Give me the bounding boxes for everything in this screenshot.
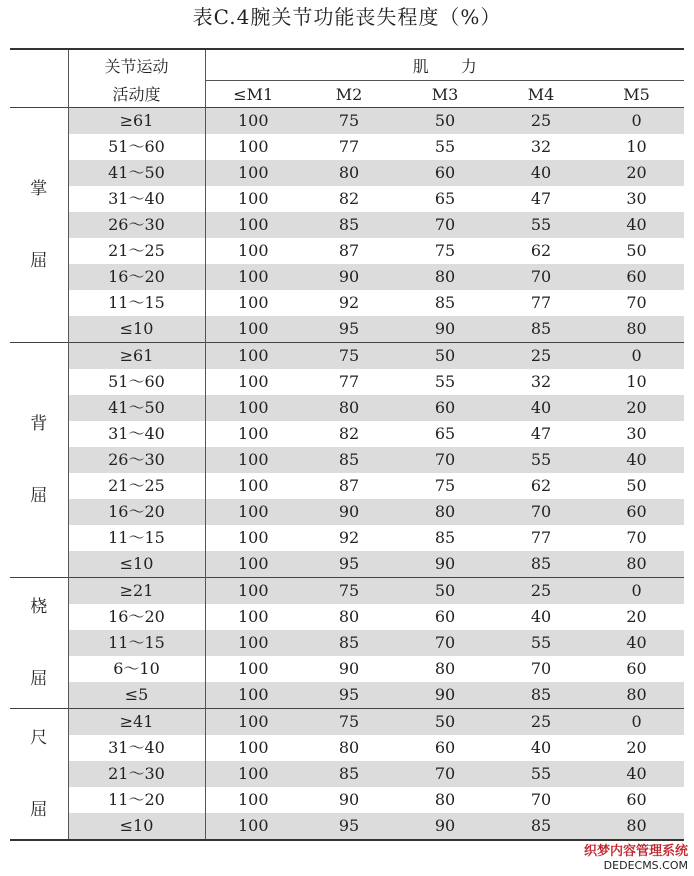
value-cell: 60: [626, 790, 647, 809]
value-cell: 100: [205, 761, 301, 787]
value-cell: 0: [589, 343, 684, 370]
value-cell: 90: [397, 316, 493, 343]
value-cell: 75: [301, 343, 397, 370]
value-cell: 77: [530, 293, 552, 312]
value-cell: 62: [530, 476, 552, 495]
value-cell: 100: [237, 790, 269, 809]
value-cell: 85: [301, 447, 397, 473]
value-cell: 85: [493, 813, 589, 840]
watermark: [584, 840, 688, 872]
table-row: [10, 604, 684, 630]
value-cell: 65: [434, 189, 456, 208]
value-cell: 62: [530, 241, 552, 260]
range-cell: ≤5: [68, 682, 205, 709]
table-row: [10, 186, 684, 212]
range-cell: 21～30: [68, 761, 205, 787]
value-cell: 60: [434, 738, 456, 757]
value-cell: 10: [626, 372, 647, 391]
value-cell: 100: [237, 659, 269, 678]
value-cell: 85: [301, 761, 397, 787]
table-row: [10, 656, 684, 682]
value-cell: 32: [530, 372, 552, 391]
value-cell: 92: [338, 528, 360, 547]
range-cell: 31～40: [68, 421, 205, 447]
value-cell: 47: [530, 189, 552, 208]
table-row: [10, 682, 684, 709]
table-row: [10, 264, 684, 290]
value-cell: 80: [589, 682, 684, 709]
table-row: [10, 316, 684, 343]
range-cell: 41～50: [68, 395, 205, 421]
value-cell: 80: [434, 659, 456, 678]
group-label-top: 桡: [30, 597, 48, 617]
value-cell: 100: [237, 738, 269, 757]
value-cell: 90: [397, 682, 493, 709]
value-cell: 40: [493, 395, 589, 421]
value-cell: 70: [397, 212, 493, 238]
value-cell: 30: [626, 424, 647, 443]
value-cell: 100: [205, 447, 301, 473]
range-cell: 11～20: [68, 787, 205, 813]
value-cell: 100: [237, 137, 269, 156]
table-row: [10, 369, 684, 395]
table-row: [10, 160, 684, 186]
value-cell: 40: [530, 738, 552, 757]
value-cell: 75: [434, 241, 456, 260]
value-cell: 90: [397, 551, 493, 578]
value-cell: 100: [205, 343, 301, 370]
range-cell: 41～50: [68, 160, 205, 186]
value-cell: 50: [626, 241, 647, 260]
muscle-strength-header: 肌 力: [412, 56, 477, 76]
value-cell: 77: [338, 137, 360, 156]
value-cell: 87: [338, 476, 360, 495]
value-cell: 55: [434, 372, 456, 391]
value-cell: 70: [530, 790, 552, 809]
value-cell: 20: [626, 607, 647, 626]
table-row: [10, 421, 684, 447]
group-label-bottom: 屈: [30, 251, 48, 271]
range-cell: 26～30: [68, 212, 205, 238]
value-cell: 0: [589, 578, 684, 605]
table-row: [10, 735, 684, 761]
value-cell: 95: [301, 316, 397, 343]
value-cell: 95: [301, 551, 397, 578]
value-cell: 85: [493, 316, 589, 343]
group-label-top: 尺: [30, 728, 48, 748]
wrist-function-loss-table: [10, 48, 684, 841]
value-cell: 60: [626, 659, 647, 678]
value-cell: 100: [205, 813, 301, 840]
value-cell: 55: [434, 137, 456, 156]
level-header: M5: [589, 81, 684, 108]
value-cell: 55: [493, 447, 589, 473]
range-cell: 16～20: [68, 499, 205, 525]
value-cell: 100: [237, 372, 269, 391]
value-cell: 100: [205, 551, 301, 578]
value-cell: 0: [589, 709, 684, 736]
value-cell: 80: [338, 738, 360, 757]
value-cell: 90: [397, 813, 493, 840]
value-cell: 70: [397, 630, 493, 656]
value-cell: 10: [626, 137, 647, 156]
group-label: [10, 343, 68, 578]
value-cell: 65: [434, 424, 456, 443]
table-row: [10, 447, 684, 473]
value-cell: 80: [589, 551, 684, 578]
group-label-bottom: 屈: [30, 800, 48, 820]
value-cell: 40: [589, 630, 684, 656]
value-cell: 100: [205, 108, 301, 135]
value-cell: 20: [589, 160, 684, 186]
value-cell: 85: [301, 630, 397, 656]
value-cell: 32: [530, 137, 552, 156]
value-cell: 77: [338, 372, 360, 391]
value-cell: 100: [237, 189, 269, 208]
value-cell: 100: [205, 264, 301, 290]
group-label: [10, 578, 68, 709]
corner-cell: [10, 49, 68, 108]
value-cell: 40: [589, 761, 684, 787]
value-cell: 95: [301, 813, 397, 840]
group-label-bottom: 屈: [30, 486, 48, 506]
value-cell: 100: [205, 630, 301, 656]
value-cell: 100: [237, 424, 269, 443]
value-cell: 60: [397, 395, 493, 421]
value-cell: 80: [338, 607, 360, 626]
table-body: [10, 108, 684, 841]
range-cell: 51～60: [68, 369, 205, 395]
value-cell: 80: [397, 499, 493, 525]
value-cell: 40: [589, 212, 684, 238]
range-cell: 11～15: [68, 630, 205, 656]
value-cell: 100: [237, 293, 269, 312]
watermark-en: DEDECMS.COM: [603, 859, 688, 872]
value-cell: 100: [205, 709, 301, 736]
value-cell: 92: [338, 293, 360, 312]
value-cell: 50: [397, 343, 493, 370]
value-cell: 50: [397, 709, 493, 736]
range-header-line1: 关节运动: [68, 49, 205, 81]
range-cell: ≥61: [68, 108, 205, 135]
value-cell: 82: [338, 189, 360, 208]
value-cell: 0: [589, 108, 684, 135]
table-row: [10, 108, 684, 135]
value-cell: 70: [397, 447, 493, 473]
value-cell: 100: [237, 241, 269, 260]
table-row: [10, 709, 684, 736]
table-row: [10, 290, 684, 316]
value-cell: 60: [589, 264, 684, 290]
value-cell: 100: [237, 607, 269, 626]
value-cell: 100: [205, 316, 301, 343]
value-cell: 30: [626, 189, 647, 208]
range-cell: 21～25: [68, 473, 205, 499]
table-row: [10, 630, 684, 656]
value-cell: 90: [301, 264, 397, 290]
table-row: [10, 578, 684, 605]
value-cell: 75: [434, 476, 456, 495]
value-cell: 95: [301, 682, 397, 709]
value-cell: 55: [493, 630, 589, 656]
table-row: [10, 499, 684, 525]
value-cell: 100: [205, 578, 301, 605]
value-cell: 70: [397, 761, 493, 787]
table-row: [10, 343, 684, 370]
value-cell: 100: [205, 160, 301, 186]
value-cell: 85: [493, 551, 589, 578]
range-cell: 16～20: [68, 604, 205, 630]
value-cell: 47: [530, 424, 552, 443]
value-cell: 60: [589, 499, 684, 525]
value-cell: 80: [434, 790, 456, 809]
value-cell: 82: [338, 424, 360, 443]
range-cell: 31～40: [68, 735, 205, 761]
value-cell: 100: [205, 499, 301, 525]
value-cell: 80: [589, 316, 684, 343]
watermark-cn: 织梦内容管理系统: [583, 844, 688, 859]
range-cell: 21～25: [68, 238, 205, 264]
table-row: [10, 212, 684, 238]
value-cell: 70: [493, 264, 589, 290]
value-cell: 50: [626, 476, 647, 495]
value-cell: 100: [237, 528, 269, 547]
value-cell: 55: [493, 761, 589, 787]
table-row: [10, 551, 684, 578]
table-row: [10, 525, 684, 551]
value-cell: 25: [493, 578, 589, 605]
value-cell: 80: [301, 160, 397, 186]
range-cell: 31～40: [68, 186, 205, 212]
value-cell: 50: [397, 578, 493, 605]
value-cell: 85: [493, 682, 589, 709]
value-cell: 80: [589, 813, 684, 840]
value-cell: 70: [626, 528, 647, 547]
range-header-line2: 活动度: [68, 81, 205, 108]
group-label-top: 掌: [30, 179, 48, 199]
value-cell: 80: [397, 264, 493, 290]
range-cell: 51～60: [68, 134, 205, 160]
range-cell: 11～15: [68, 525, 205, 551]
table-row: [10, 238, 684, 264]
range-cell: 6～10: [68, 656, 205, 682]
group-label-bottom: 屈: [30, 669, 48, 689]
value-cell: 75: [301, 108, 397, 135]
value-cell: 100: [205, 682, 301, 709]
group-label: [10, 709, 68, 841]
value-cell: 25: [493, 343, 589, 370]
range-cell: ≤10: [68, 551, 205, 578]
value-cell: 55: [493, 212, 589, 238]
value-cell: 40: [589, 447, 684, 473]
value-cell: 60: [434, 607, 456, 626]
value-cell: 70: [493, 499, 589, 525]
group-label-top: 背: [30, 414, 48, 434]
value-cell: 70: [530, 659, 552, 678]
level-header: M2: [301, 81, 397, 108]
table-row: [10, 395, 684, 421]
value-cell: 20: [589, 395, 684, 421]
value-cell: 87: [338, 241, 360, 260]
level-header: ≤M1: [205, 81, 301, 108]
range-cell: ≤10: [68, 813, 205, 840]
table-row: [10, 787, 684, 813]
range-cell: ≥21: [68, 578, 205, 605]
range-cell: ≥41: [68, 709, 205, 736]
value-cell: 85: [301, 212, 397, 238]
level-header: M4: [493, 81, 589, 108]
range-cell: 26～30: [68, 447, 205, 473]
value-cell: 100: [237, 476, 269, 495]
value-cell: 75: [301, 709, 397, 736]
value-cell: 60: [397, 160, 493, 186]
value-cell: 40: [493, 160, 589, 186]
value-cell: 25: [493, 709, 589, 736]
value-cell: 50: [397, 108, 493, 135]
table-row: [10, 813, 684, 840]
value-cell: 85: [434, 293, 456, 312]
value-cell: 77: [530, 528, 552, 547]
value-cell: 75: [301, 578, 397, 605]
table-row: [10, 134, 684, 160]
range-cell: 16～20: [68, 264, 205, 290]
value-cell: 80: [301, 395, 397, 421]
value-cell: 90: [301, 499, 397, 525]
value-cell: 40: [530, 607, 552, 626]
value-cell: 25: [493, 108, 589, 135]
value-cell: 85: [434, 528, 456, 547]
value-cell: 90: [338, 790, 360, 809]
range-cell: 11～15: [68, 290, 205, 316]
value-cell: 100: [205, 395, 301, 421]
value-cell: 20: [626, 738, 647, 757]
table-title: 表C.4腕关节功能丧失程度（%）: [192, 5, 502, 29]
range-cell: ≥61: [68, 343, 205, 370]
value-cell: 70: [626, 293, 647, 312]
value-cell: 90: [338, 659, 360, 678]
range-cell: ≤10: [68, 316, 205, 343]
table-row: [10, 761, 684, 787]
table-row: [10, 473, 684, 499]
value-cell: 100: [205, 212, 301, 238]
level-header: M3: [397, 81, 493, 108]
group-label: [10, 108, 68, 343]
